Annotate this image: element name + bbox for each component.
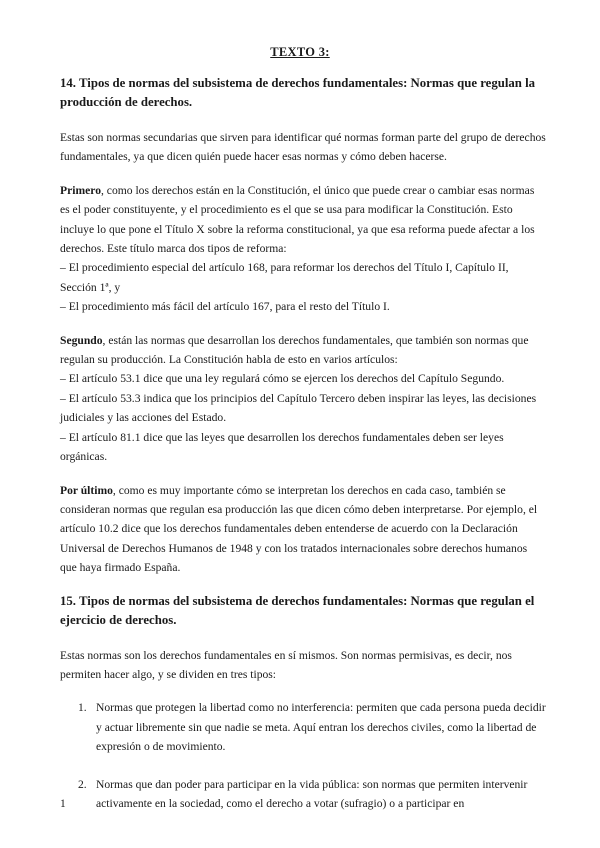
segundo-item: – El artículo 53.3 indica que los principios del Capítulo Tercero deben inspirar las leyes, las decisiones judiciales y las acciones del Estado. — [60, 391, 537, 425]
list-item — [60, 775, 546, 814]
document-title: TEXTO 3: — [270, 45, 330, 59]
list-item — [60, 698, 546, 756]
section-14-segundo — [60, 331, 546, 467]
section-15-intro: Estas normas son los derechos fundamentales en sí mismos. Son normas permisivas, es decir, nos permiten hacer algo, y se dividen en tres tipos: — [60, 648, 512, 681]
primero-item: – El procedimiento especial del artículo 168, para reformar los derechos del Título I, Capítulo II, Sección 1ª, y — [60, 261, 509, 294]
section-14-intro: Estas son normas secundarias que sirven para identificar qué normas forman parte del grupo de derechos fundamentales, ya que dicen quién puede hacer esas normas y cómo deben hacerse. — [60, 131, 546, 164]
primero-text: , como los derechos están en la Constitución, el único que puede crear o cambiar esas normas es el poder constituyente, y el procedimiento es el que se usa para modificar la Constitución. Esto incluye lo que pone el Título X sobre la reforma constitucional, ya que esa reforma puede afectar a los derechos. Este título marca dos tipos de reforma: — [60, 183, 535, 256]
primero-label: Primero — [60, 183, 101, 197]
section-15-list — [60, 698, 546, 813]
segundo-text: , están las normas que desarrollan los derechos fundamentales, que también son normas que regulan su producción. La Constitución habla de esto en varios artículos: — [60, 333, 529, 367]
section-15-heading: 15. Tipos de normas del subsistema de derechos fundamentales: Normas que regulan el ejercicio de derechos. — [60, 593, 535, 627]
list-item-text: Normas que dan poder para participar en la vida pública: son normas que permiten intervenir activamente en la sociedad, como el derecho a votar (sufragio) o a participar en — [96, 777, 528, 810]
segundo-label: Segundo — [60, 333, 103, 347]
ultimo-text: , como es muy importante cómo se interpretan los derechos en cada caso, también se consideran normas que regulan esa producción las que dicen cómo deben interpretarse. Por ejemplo, el artículo 10.2 dice que los derechos fundamentales deben entenderse de acuerdo con la Declaración Universal de Derechos Humanos de 1948 y con los tratados internacionales sobre derechos humanos que haya firmado España. — [60, 483, 538, 575]
list-item-number: 1. — [78, 701, 87, 715]
section-14-heading: 14. Tipos de normas del subsistema de derechos fundamentales: Normas que regulan la producción de derechos. — [60, 76, 536, 109]
list-item-number: 2. — [78, 777, 87, 791]
ultimo-label: Por último — [60, 483, 113, 497]
page-number: 1 — [60, 798, 66, 810]
list-item-text: Normas que protegen la libertad como no interferencia: permiten que cada persona pueda decidir y actuar libremente sin que nadie se meta. Aquí entran los derechos civiles, como la libertad de expresión o de movimiento. — [96, 701, 546, 754]
primero-item: – El procedimiento más fácil del artículo 167, para el resto del Título I. — [60, 300, 390, 314]
segundo-item: – El artículo 81.1 dice que las leyes que desarrollen los derechos fundamentales deben ser leyes orgánicas. — [60, 430, 504, 464]
section-14-primero — [60, 181, 546, 317]
section-14-ultimo — [60, 481, 546, 578]
document-body — [60, 74, 546, 831]
segundo-item: – El artículo 53.1 dice que una ley regulará cómo se ejercen los derechos del Capítulo Segundo. — [60, 372, 505, 386]
